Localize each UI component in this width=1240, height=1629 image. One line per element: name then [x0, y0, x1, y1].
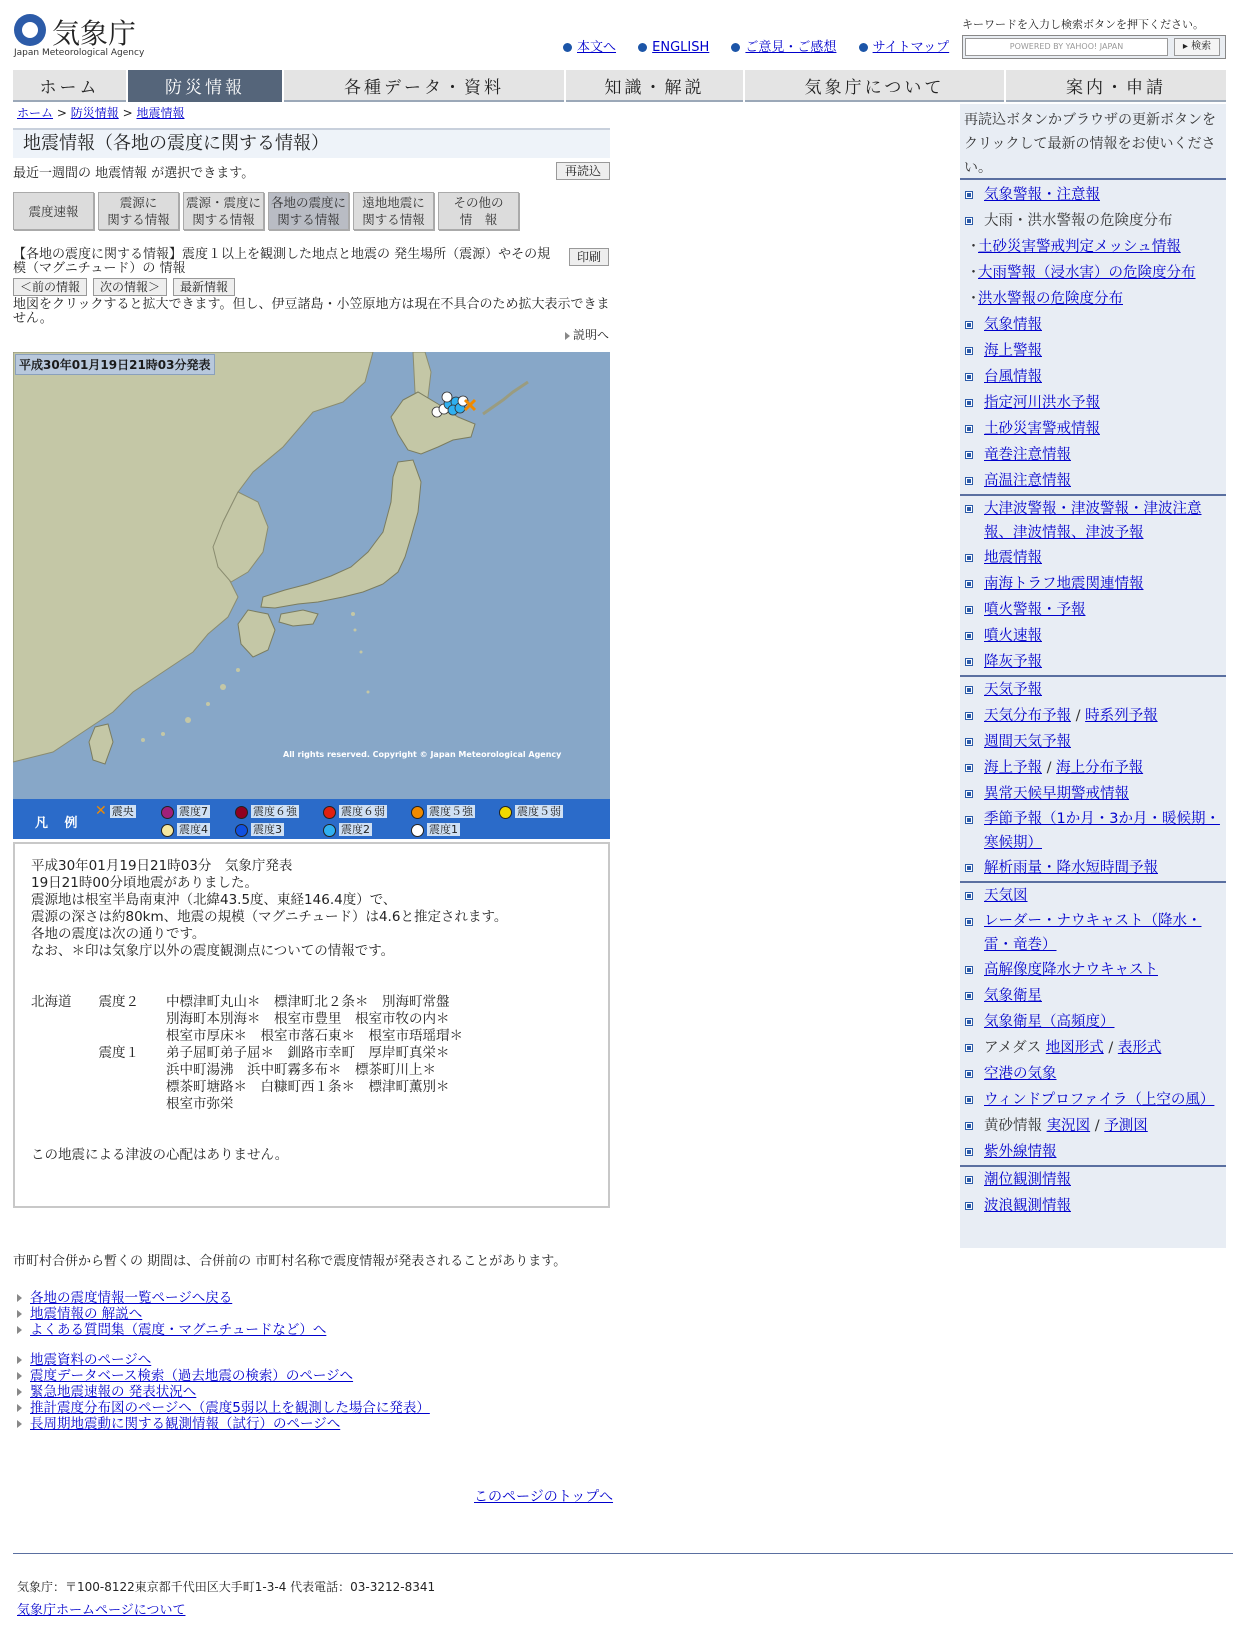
tab-intensity-flash[interactable]: 震度速報 [13, 192, 94, 230]
sidebar-item-ashfall[interactable]: 降灰予報 [984, 654, 1042, 670]
sidebar-item-time-series[interactable]: 時系列予報 [1085, 708, 1158, 724]
arrow-right-icon [17, 1356, 22, 1364]
sidebar-item-tide[interactable]: 潮位観測情報 [984, 1172, 1071, 1188]
sidebar-item-unusual-weather[interactable]: 異常天候早期警戒情報 [984, 786, 1129, 802]
bullet-icon [563, 43, 572, 52]
search-button[interactable]: ▸ 検索 [1174, 38, 1220, 56]
arrow-right-icon [565, 332, 570, 340]
english-link[interactable]: ENGLISH [652, 40, 710, 55]
square-bullet-icon [965, 892, 973, 900]
faq-link[interactable]: よくある質問集（震度・マグニチュードなど）へ [30, 1322, 327, 1338]
sidebar-item-earthquake[interactable]: 地震情報 [984, 550, 1042, 566]
latest-info-button[interactable]: 最新情報 [173, 278, 235, 296]
gnav-guide[interactable]: 案内・申請 [1006, 70, 1226, 102]
gnav-disaster-info[interactable]: 防災情報 [128, 70, 282, 102]
sidebar-item-uv[interactable]: 紫外線情報 [984, 1144, 1057, 1160]
info-navigation [13, 278, 235, 296]
sidebar-item-wind-profiler[interactable]: ウィンドプロファイラ（上空の風） [984, 1092, 1215, 1108]
arrow-right-icon [17, 1388, 22, 1396]
report-line: 標茶町塘路＊ 白糠町西１条＊ 標津町薫別＊ [31, 1079, 450, 1095]
legend-intensity-1: 震度1 [411, 821, 460, 837]
sidebar-item-seasonal[interactable]: 季節予報（1か月・3か月・暖候期・寒候期） [984, 811, 1220, 851]
report-line: 震源地は根室半島南東沖（北緯43.5度、東経146.4度）で、 [31, 892, 397, 908]
square-bullet-icon [965, 606, 973, 614]
breadcrumb-earthquake[interactable]: 地震情報 [136, 106, 185, 120]
sidebar-item-river-flood[interactable]: 指定河川洪水予報 [984, 395, 1100, 411]
square-bullet-icon [965, 399, 973, 407]
legend-title: 凡 例 [35, 816, 84, 831]
sidebar-item-warnings[interactable]: 気象警報・注意報 [984, 187, 1100, 203]
legend-intensity-5-upper: 震度５強 [411, 803, 475, 819]
square-bullet-icon [965, 1148, 973, 1156]
reload-button[interactable]: 再読込 [556, 162, 610, 180]
sidebar-item-weekly[interactable]: 週間天気予報 [984, 734, 1071, 750]
sidebar-item-kosa-obs[interactable]: 実況図 [1046, 1118, 1091, 1134]
info-header-text: 【各地の震度に関する情報】震度１以上を観測した地点と地震の 発生場所（震源）やその規模（マグニチュード）の 情報 [13, 247, 551, 276]
map-timestamp: 平成30年01月19日21時03分発表 [15, 354, 215, 375]
arrow-right-icon [17, 1294, 22, 1302]
sidebar-heading-amedas: アメダス [984, 1040, 1042, 1056]
page-title: 地震情報（各地の震度に関する情報） [13, 128, 610, 158]
report-line: 別海町本別海＊ 根室市豊里 根室市牧の内＊ [31, 1011, 450, 1027]
square-bullet-icon [965, 816, 973, 824]
dot-bullet-icon: ･ [970, 291, 977, 307]
square-bullet-icon [965, 712, 973, 720]
gnav-data[interactable]: 各種データ・資料 [284, 70, 564, 102]
earthquake-map[interactable] [13, 352, 610, 799]
sidebar-item-weather-map[interactable]: 天気図 [984, 888, 1028, 904]
logo-subtitle: Japan Meteorological Agency [14, 48, 145, 58]
tab-hypocenter[interactable]: 震源に 関する情報 [98, 192, 179, 230]
sidebar-item-satellite-hf[interactable]: 気象衛星（高頻度） [984, 1014, 1115, 1030]
gnav-about[interactable]: 気象庁について [745, 70, 1004, 102]
report-line [31, 1113, 592, 1130]
next-info-button[interactable]: 次の情報＞ [93, 278, 167, 296]
eew-status-link[interactable]: 緊急地震速報の 発表状況へ [30, 1384, 197, 1400]
square-bullet-icon [965, 790, 973, 798]
merge-note: 市町村合併から暫くの 期間は、合併前の 市町村名称で震度情報が発表されることがあります。 [13, 1254, 567, 1269]
prev-info-button[interactable]: ＜前の情報 [13, 278, 87, 296]
estimated-intensity-link[interactable]: 推計震度分布図のページへ（震度5弱以上を観測した場合に発表） [30, 1400, 430, 1416]
report-line: 震度１ 弟子屈町弟子屈＊ 釧路市幸町 厚岸町真栄＊ [31, 1045, 450, 1061]
report-line: 震源の深さは約80km、地震の規模（マグニチュード）は4.6と推定されます。 [31, 909, 508, 925]
arrow-right-icon [17, 1372, 22, 1380]
search-box [962, 16, 1226, 59]
database-search-link[interactable]: 震度データベース検索（過去地震の検索）のページへ [30, 1368, 354, 1384]
report-line: なお、＊印は気象庁以外の震度観測点についての情報です。 [31, 943, 395, 959]
feedback-link[interactable]: ご意見・ご感想 [745, 40, 837, 55]
sidebar-item-amedas-table[interactable]: 表形式 [1117, 1040, 1162, 1056]
page-description: 最近一週間の 地震情報 が選択できます。 [13, 166, 255, 181]
bullet-icon [731, 43, 740, 52]
report-line [31, 1130, 592, 1147]
square-bullet-icon [965, 477, 973, 485]
sidebar-item-weather-info[interactable]: 気象情報 [984, 317, 1042, 333]
breadcrumb-disaster[interactable]: 防災情報 [70, 106, 119, 120]
skip-to-content-link[interactable]: 本文へ [577, 40, 617, 55]
breadcrumb-separator-icon: > [122, 106, 133, 120]
report-line [31, 977, 592, 994]
bullet-icon [638, 43, 647, 52]
print-button[interactable]: 印刷 [569, 248, 609, 266]
map-legend [13, 799, 610, 839]
square-bullet-icon [965, 425, 973, 433]
sidebar-item-landslide-mesh[interactable]: 土砂災害警戒判定メッシュ情報 [978, 239, 1181, 255]
breadcrumb-separator-icon: > [56, 106, 67, 120]
long-period-motion-link[interactable]: 長周期地震動に関する観測情報（試行）のページへ [30, 1416, 341, 1432]
sidebar-item-marine-warnings[interactable]: 海上警報 [984, 343, 1042, 359]
sidebar-item-marine-distribution[interactable]: 海上分布予報 [1056, 760, 1144, 776]
tab-other[interactable]: その他の 情 報 [438, 192, 519, 230]
legend-intensity-7: 震度7 [161, 803, 210, 819]
sidebar-item-heat[interactable]: 高温注意情報 [984, 473, 1071, 489]
square-bullet-icon [965, 217, 973, 225]
sidebar-item-distribution-forecast[interactable]: 天気分布予報 [984, 708, 1071, 724]
square-bullet-icon [965, 966, 973, 974]
quake-data-link[interactable]: 地震資料のページへ [30, 1352, 152, 1368]
search-input[interactable]: POWERED BY YAHOO! JAPAN [965, 38, 1168, 56]
square-bullet-icon [965, 764, 973, 772]
report-line: 根室市弥栄 [31, 1096, 234, 1112]
square-bullet-icon [965, 1070, 973, 1078]
square-bullet-icon [965, 1176, 973, 1184]
square-bullet-icon [965, 992, 973, 1000]
report-line: 各地の震度は次の通りです。 [31, 926, 206, 942]
sidebar-item-wave[interactable]: 波浪観測情報 [984, 1198, 1071, 1214]
square-bullet-icon [965, 1018, 973, 1026]
footer-divider [13, 1553, 1233, 1554]
legend-intensity-5-lower: 震度５弱 [499, 803, 563, 819]
square-bullet-icon [965, 505, 973, 513]
sidebar-note: 再読込ボタンかブラウザの更新ボタンをクリックして最新の情報をお使いください。 [960, 104, 1226, 180]
sidebar-item-tsunami[interactable]: 大津波警報・津波警報・津波注意報、津波情報、津波予報 [984, 501, 1202, 541]
square-bullet-icon [965, 1096, 973, 1104]
square-bullet-icon [965, 738, 973, 746]
square-bullet-icon [965, 451, 973, 459]
tab-distant-earthquake[interactable]: 遠地地震に 関する情報 [353, 192, 434, 230]
square-bullet-icon [965, 347, 973, 355]
dot-bullet-icon: ･ [970, 265, 977, 281]
sidebar-item-hires-nowcast[interactable]: 高解像度降水ナウキャスト [984, 962, 1158, 978]
footer-address: 気象庁：〒100-8122東京都千代田区大手町1-3-4 代表電話：03-3212-8341 [17, 1580, 436, 1594]
sidebar-item-tornado[interactable]: 竜巻注意情報 [984, 447, 1071, 463]
sidebar-heading-risk: 大雨・洪水警報の危険度分布 [984, 213, 1173, 229]
report-line: この地震による津波の心配はありません。 [31, 1147, 289, 1163]
breadcrumb [17, 104, 184, 121]
arrow-right-icon [17, 1404, 22, 1412]
sidebar-item-landslide[interactable]: 土砂災害警戒情報 [984, 421, 1100, 437]
square-bullet-icon [965, 321, 973, 329]
sidebar-item-precipitation[interactable]: 解析雨量・降水短時間予報 [984, 860, 1158, 876]
logo-text[interactable]: 気象庁 [52, 17, 137, 50]
about-site-link[interactable]: 気象庁ホームページについて [17, 1603, 186, 1618]
tab-hypocenter-intensity[interactable]: 震源・震度に 関する情報 [183, 192, 264, 230]
report-line: 根室市厚床＊ 根室市落石東＊ 根室市珸瑶瑁＊ [31, 1028, 463, 1044]
square-bullet-icon [965, 554, 973, 562]
sidebar-item-nankai[interactable]: 南海トラフ地震関連情報 [984, 576, 1144, 592]
legend-epicenter: ✕ 震央 [95, 803, 134, 819]
search-caption: キーワードを入力し検索ボタンを押下ください。 [962, 18, 1204, 31]
square-bullet-icon [965, 864, 973, 872]
tab-regional-intensity[interactable]: 各地の震度に 関する情報 [268, 192, 349, 230]
arrow-right-icon [17, 1310, 22, 1318]
sidebar-item-eruption-flash[interactable]: 噴火速報 [984, 628, 1042, 644]
x-mark-icon: ✕ [95, 803, 107, 819]
sidebar-item-forecast[interactable]: 天気予報 [984, 682, 1042, 698]
legend-intensity-6-upper: 震度６強 [235, 803, 299, 819]
legend-intensity-6-lower: 震度６弱 [323, 803, 387, 819]
sidebar-item-typhoon[interactable]: 台風情報 [984, 369, 1042, 385]
square-bullet-icon [965, 632, 973, 640]
bullet-icon [859, 43, 868, 52]
earthquake-report [13, 842, 610, 1208]
sidebar-heading-kosa: 黄砂情報 [984, 1118, 1042, 1134]
explanation-page-link[interactable]: 地震情報の 解説へ [30, 1306, 143, 1322]
breadcrumb-home[interactable]: ホーム [17, 106, 54, 120]
page-top-link[interactable]: このページのトップへ [474, 1489, 614, 1505]
global-nav [13, 70, 1226, 102]
report-line: 19日21時00分頃地震がありました。 [31, 875, 259, 891]
explanation-link[interactable]: 説明へ [573, 328, 610, 342]
sidebar: 再読込ボタンかブラウザの更新ボタンをクリックして最新の情報をお使いください。 気象警報・注意報 大雨・洪水警報の危険度分布 ･ 土砂災害警戒判定メッシュ情報 ･ 大雨警報（浸水害）の危険度分布 ･ 洪水警報の危険度分布 気象情報 海上警報 台風情報 指定河川洪水予報 土砂災害警戒情報 竜巻注意情報 高温注意情報 大津波警報・津波警報・津波注意報、津波情報、津波予報 地震情報 南海トラフ地震関連情報 噴火警報・予報 噴火速報 降灰予報 天気予報 天気分布予報 / 時系列予報 週間天気予報 海上予報 / 海上分布予報 異常天候早期警戒情報 季節予報（1か月・3か月・暖候期・寒候期） 解析雨量・降水短時間予報 天気図 レーダー・ナウキャスト（降水・雷・竜巻） 高解像度降水ナウキャスト 気象衛星 気象衛星（高頻度） アメダス 地図形式 / 表形式 空港の気象 ウィンドプロファイラ（上空の風） 黄砂情報 実況図 / 予測図 紫外線情報 潮位観測情報 波浪観測情報 [960, 104, 1226, 1248]
square-bullet-icon [965, 658, 973, 666]
jma-logo-icon[interactable] [14, 14, 46, 46]
top-links [563, 36, 967, 55]
sidebar-item-flood-risk[interactable]: 洪水警報の危険度分布 [978, 291, 1123, 307]
square-bullet-icon [965, 373, 973, 381]
report-line [31, 960, 592, 977]
legend-intensity-2: 震度2 [323, 821, 372, 837]
sidebar-item-satellite[interactable]: 気象衛星 [984, 988, 1042, 1004]
gnav-knowledge[interactable]: 知識・解説 [566, 70, 743, 102]
related-links-2 [17, 1352, 430, 1432]
report-line: 浜中町湯沸 浜中町霧多布＊ 標茶町川上＊ [31, 1062, 436, 1078]
square-bullet-icon [965, 1202, 973, 1210]
square-bullet-icon [965, 191, 973, 199]
back-to-list-link[interactable]: 各地の震度情報一覧ページへ戻る [30, 1290, 233, 1306]
square-bullet-icon [965, 580, 973, 588]
info-tabs [13, 192, 519, 230]
square-bullet-icon [965, 1122, 973, 1130]
sidebar-item-volcano-warning[interactable]: 噴火警報・予報 [984, 602, 1086, 618]
header [0, 0, 1240, 68]
sidebar-item-marine-forecast[interactable]: 海上予報 [984, 760, 1042, 776]
sidebar-item-inundation-risk[interactable]: 大雨警報（浸水害）の危険度分布 [978, 265, 1196, 281]
map-note: 地図をクリックすると拡大できます。但し、伊豆諸島・小笠原地方は現在不具合のため拡大表示できません。 [13, 297, 610, 326]
sidebar-item-airport[interactable]: 空港の気象 [984, 1066, 1057, 1082]
japan-map-graphic [13, 352, 610, 799]
square-bullet-icon [965, 686, 973, 694]
arrow-right-icon [17, 1326, 22, 1334]
legend-intensity-3: 震度3 [235, 821, 284, 837]
square-bullet-icon [965, 918, 973, 926]
sidebar-item-amedas-map[interactable]: 地図形式 [1045, 1040, 1104, 1056]
arrow-right-icon [17, 1420, 22, 1428]
related-links-1 [17, 1290, 326, 1338]
report-line: 北海道 震度２ 中標津町丸山＊ 標津町北２条＊ 別海町常盤 [31, 994, 450, 1010]
sidebar-item-kosa-forecast[interactable]: 予測図 [1104, 1118, 1148, 1134]
report-line: 平成30年01月19日21時03分 気象庁発表 [31, 858, 293, 874]
sitemap-link[interactable]: サイトマップ [872, 40, 950, 55]
map-copyright: All rights reserved. Copyright © Japan Meteorological Agency [283, 750, 562, 759]
sidebar-item-radar[interactable]: レーダー・ナウキャスト（降水・雷・竜巻） [984, 913, 1202, 953]
gnav-home[interactable]: ホーム [13, 70, 126, 102]
square-bullet-icon [965, 1044, 973, 1052]
dot-bullet-icon: ･ [970, 239, 977, 255]
legend-intensity-4: 震度4 [161, 821, 210, 837]
